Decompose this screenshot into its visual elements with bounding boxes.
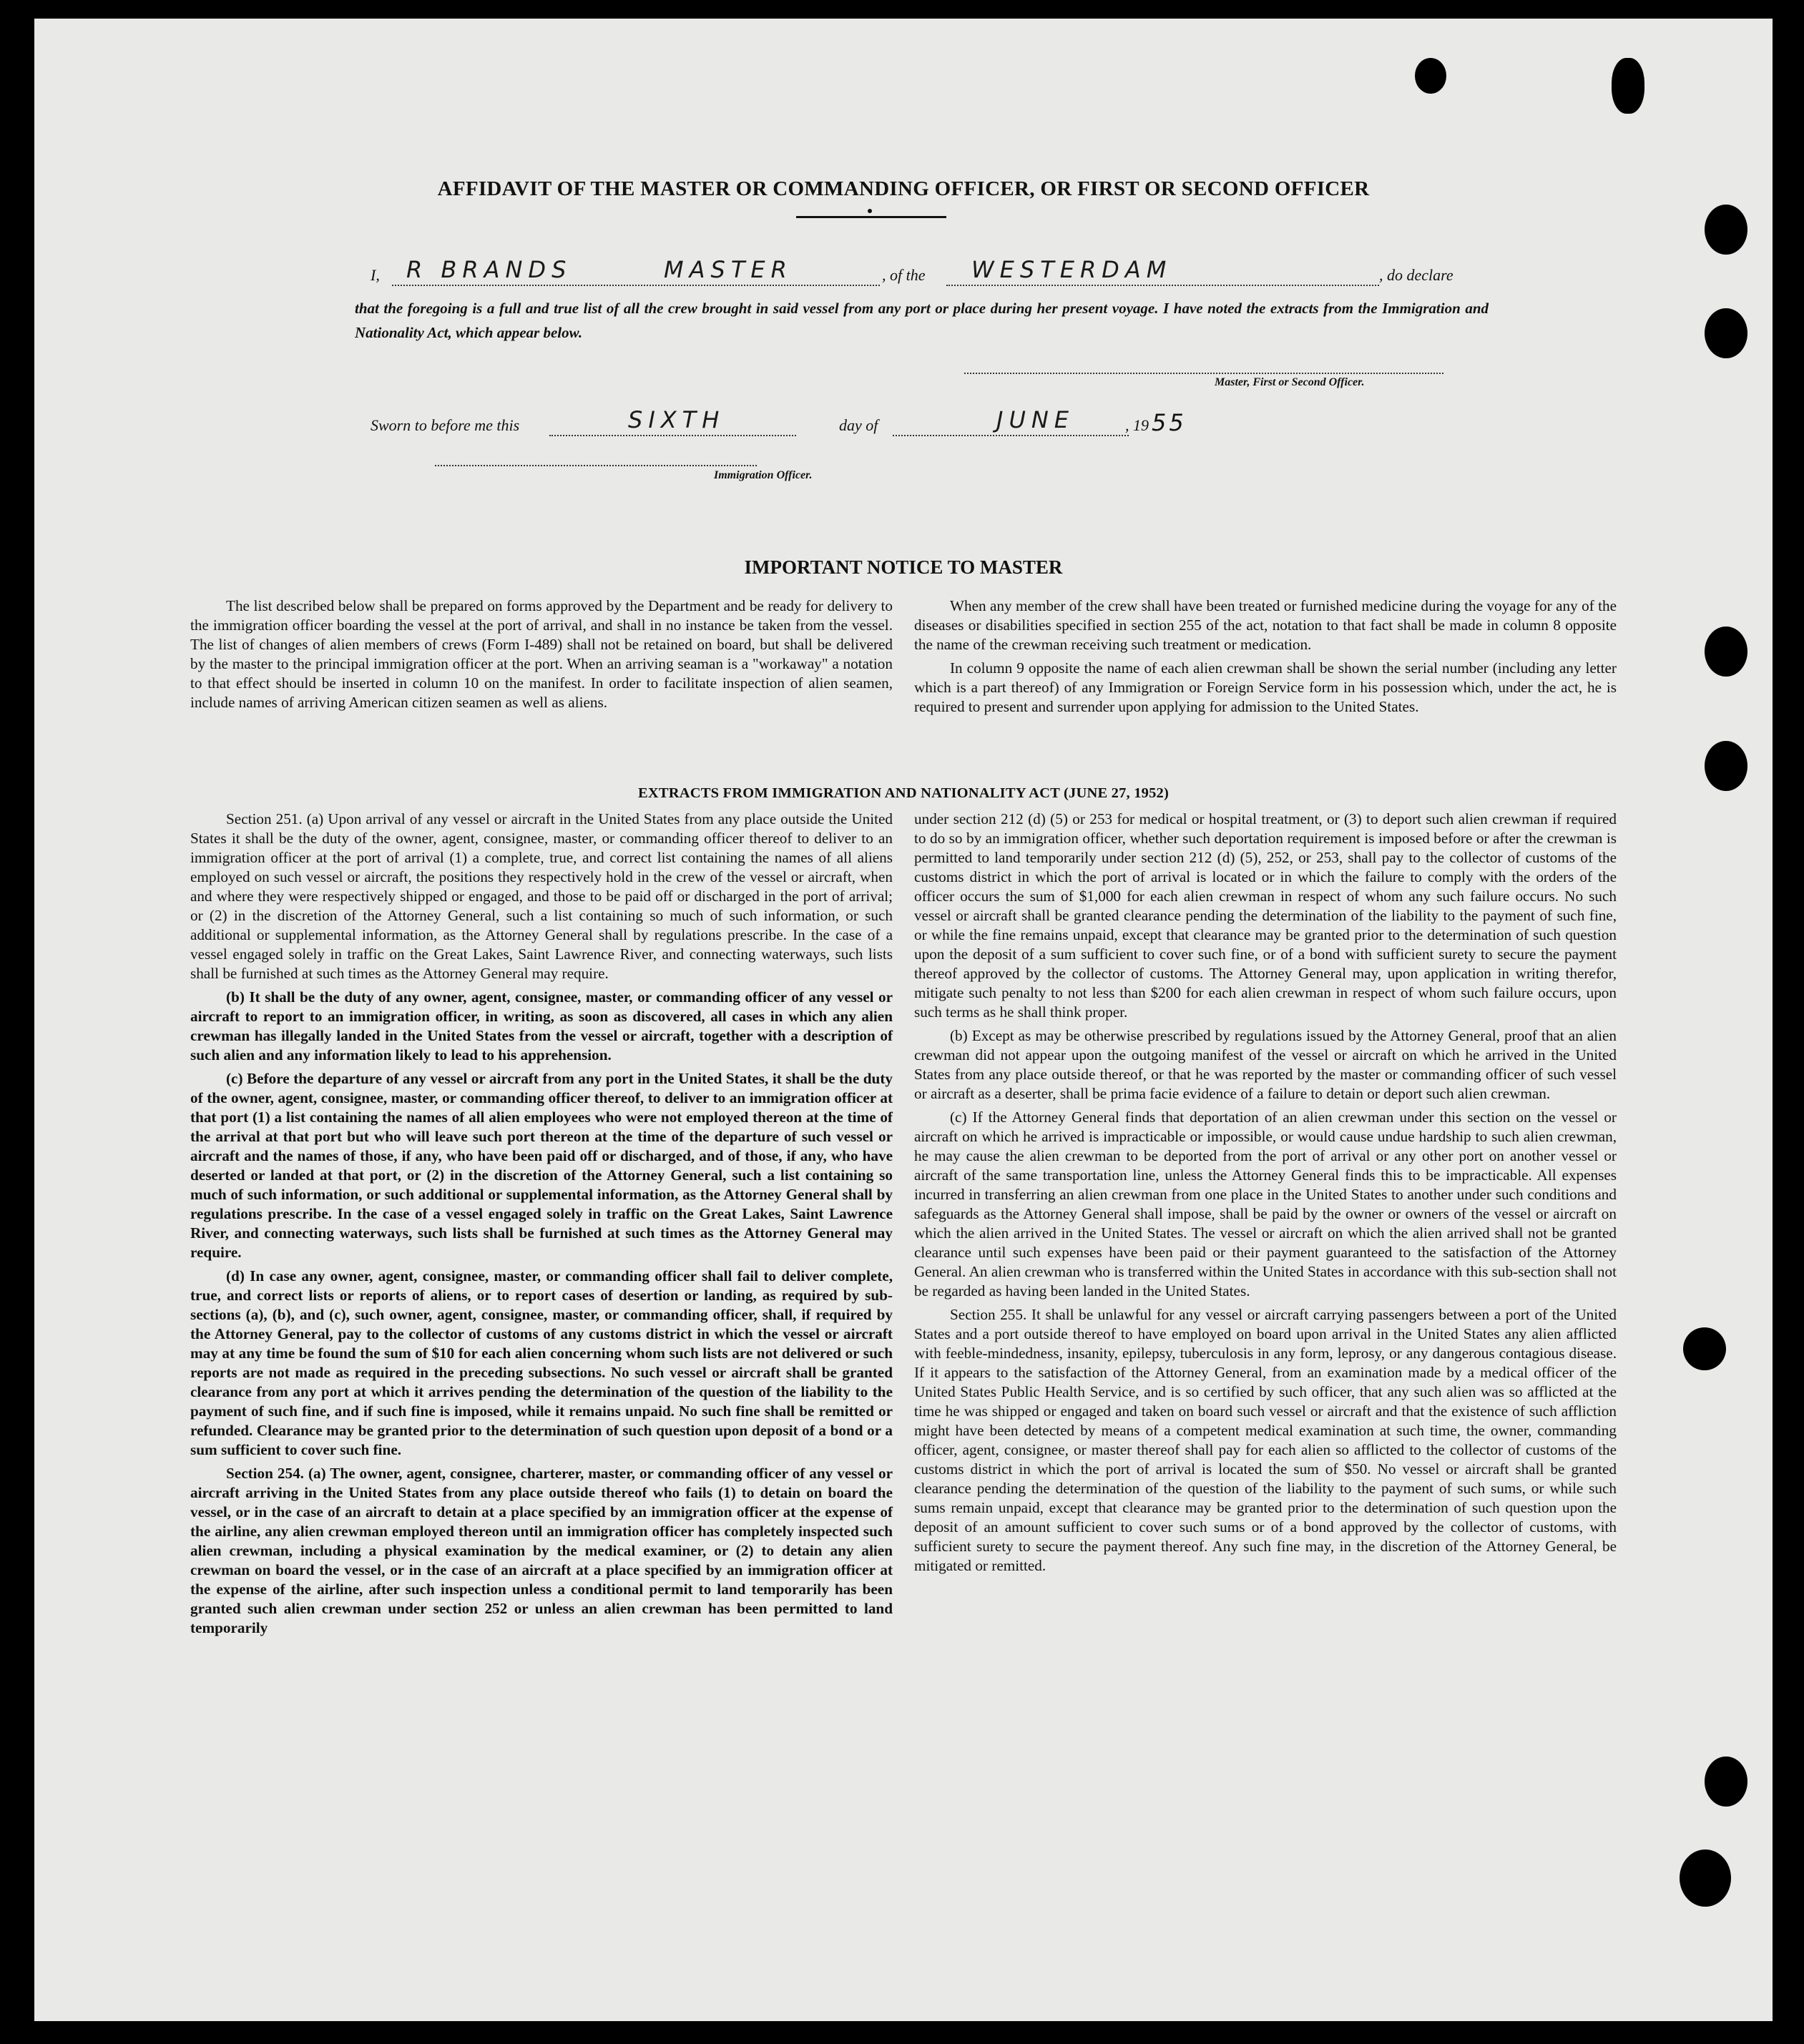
notice-title: IMPORTANT NOTICE TO MASTER: [744, 556, 1063, 578]
day-handwritten: SIXTH: [628, 406, 725, 433]
punch-hole: [1705, 741, 1747, 791]
vessel-field: [946, 256, 1379, 286]
section-251-d: (d) In case any owner, agent, consignee, master, or commanding officer shall fail to deliver complete, true, and correct lists or reports of aliens, or to report cases of desertion or landing, as required by sub-sections (a), (b), and (c), such owner, agent, consignee, master, or commanding officer, shall, if required by the Attorney General, pay to the collector of customs of any customs district in which the vessel or aircraft may at any time be found the sum of $10 for each alien concerning whom such lists are not delivered or such reports are not made as required in the preceding subsections. No such vessel or aircraft shall be granted clearance from any port at which it arrives pending the determination of the question of the liability to the payment of such fine, and if such fine is imposed, while it remains unpaid. No such fine shall be remitted or refunded. Clearance may be granted prior to the determination of such question upon deposit of a bond or a sum sufficient to cover such fine.: [190, 1267, 893, 1458]
extracts-title: EXTRACTS FROM IMMIGRATION AND NATIONALITY ACT (JUNE 27, 1952): [637, 785, 1170, 801]
section-251-b: (b) It shall be the duty of any owner, agent, consignee, master, or commanding officer of any vessel or aircraft to report to an immigration officer, in writing, as soon as discovered, all cases in which any alien crewman has illegally landed in the United States from the vessel or aircraft, together with a description of such alien and any information likely to lead to his apprehension.: [190, 988, 893, 1063]
name-field: [392, 256, 880, 286]
master-signature-line: [964, 373, 1443, 374]
section-254-a-cont: under section 212 (d) (5) or 253 for medical or hospital treatment, or (3) to deport such alien crewman if required to do so by an immigration officer, whether such deportation requirement is imposed before or after the crewman is permitted to land temporarily under section 212 (d) (5), 252, or 253, shall pay to the collector of customs of the customs district in which the port of arrival is located or in which the failure to comply with the orders of the officer occurs the sum of $1,000 for each alien crewman in respect of whom any such failure occurs. No such vessel or aircraft shall be granted clearance pending the determination of the liability to the payment of such fine, or while the fine remains unpaid, except that clearance may be granted prior to the determination of such question upon the deposit of a sum sufficient to cover such fine, or of a bond with sufficient surety to secure the payment thereof approved by the collector of customs. The Attorney General may, upon application in writing therefor, mitigate such penalty to not less than $200 for each alien crewman in respect of whom such failure occurs, upon such terms as he shall think proper.: [914, 810, 1617, 1021]
punch-hole: [1705, 205, 1747, 255]
extracts-left-column: [190, 810, 893, 1642]
vessel-handwritten: WESTERDAM: [971, 256, 1172, 283]
month-field: [893, 406, 1129, 436]
punch-hole: [1415, 58, 1446, 94]
year-handwritten: 55: [1152, 409, 1187, 436]
title-rule: [796, 216, 946, 218]
section-254-b: (b) Except as may be otherwise prescribed by regulations issued by the Attorney General, proof that an alien crewman did not appear upon the outgoing manifest of the vessel or aircraft on which he arrived in the United States from any place outside thereof, or that he was reported by the master or commanding officer of such vessel or aircraft as a deserter, shall be prima facie evidence of a failure to detain or deport such alien crewman.: [914, 1027, 1617, 1102]
punch-hole: [1705, 627, 1747, 677]
section-254-a: Section 254. (a) The owner, agent, consignee, charterer, master, or commanding officer of any vessel or aircraft arriving in the United States from any place outside thereof who fails (1) to detain on board the vessel, or in the case of an aircraft to detain at a place specified by an immigration officer at the expense of the airline, any alien crewman employed thereon until an immigration officer has completely inspected such alien crewman, including a physical examination by the medical examiner, or (2) to detain any alien crewman on board the vessel, or in the case of an aircraft at a place specified by an immigration officer at the expense of the airline, after such inspection unless a conditional permit to land temporarily has been granted such alien crewman under section 252 or unless an alien crewman has been permitted to land temporarily: [190, 1465, 893, 1636]
section-251-a: Section 251. (a) Upon arrival of any vessel or aircraft in the United States from any place outside the United States it shall be the duty of the owner, agent, consignee, master, or commanding officer thereof to deliver to an immigration officer at the port of arrival (1) a complete, true, and correct list containing the names of all aliens employed on such vessel or aircraft, the positions they respectively hold in the crew of the vessel or aircraft, when and where they were respectively shipped or engaged, and those to be paid off or discharged in the port of arrival; or (2) in the discretion of the Attorney General, such a list containing so much of such information, or such additional or supplemental information, as the Attorney General shall by regulations prescribe. In the case of a vessel engaged solely in traffic on the Great Lakes, Saint Lawrence River, and connecting waterways, such lists shall be furnished at such times as the Attorney General may require.: [190, 810, 893, 982]
notice-left-paragraph: The list described below shall be prepared on forms approved by the Department and be ready for delivery to the immigration officer boarding the vessel at the port of arrival, and shall in no instance be taken from the vessel. The list of changes of alien members of crews (Form I-489) shall not be retained on board, but shall be delivered by the master to the principal immigration officer at the port. When an arriving seaman is a "workaway" a notation to that effect should be inserted in column 10 on the manifest. In order to facilitate inspection of alien seamen, include names of arriving American citizen seamen as well as aliens.: [190, 597, 893, 711]
rank-handwritten: MASTER: [664, 256, 793, 283]
master-caption: Master, First or Second Officer.: [1215, 376, 1365, 388]
punch-hole: [1680, 1849, 1731, 1907]
of-the-label: , of the: [882, 266, 926, 284]
notice-left-column: [190, 596, 893, 717]
punch-hole: [1612, 58, 1644, 114]
name-handwritten: R BRANDS: [406, 256, 572, 283]
declaration-line: [356, 253, 1486, 289]
do-declare-label: , do declare: [1379, 266, 1454, 284]
extracts-right-column: [914, 810, 1617, 1580]
day-of-label: day of: [839, 416, 878, 434]
sworn-label: Sworn to before me this: [371, 416, 520, 434]
month-handwritten: JUNE: [996, 406, 1075, 433]
section-255: Section 255. It shall be unlawful for any vessel or aircraft carrying passengers between a port of the United States and a port outside thereof to have employed on board upon arrival in the United States any alien afflicted with feeble-mindedness, insanity, epilepsy, tuberculosis in any form, leprosy, or any dangerous contagious disease. If it appears to the satisfaction of the Attorney General, from an examination made by a medical officer of the United States Public Health Service, and is so certified by such officer, that any such alien was so afflicted at the time he was shipped or engaged and taken on board such vessel or aircraft and that the existence of such affliction might have been detected by means of a competent medical examination at such time, the owner, commanding officer, agent, consignee, or master thereof shall pay for each alien so afflicted to the collector of customs of the customs district in which the port of arrival is located the sum of $50. No vessel or aircraft shall be granted clearance pending the determination of the question of the liability to the payment of such sums, or while such sums remain unpaid, except that clearance may be granted prior to the determination of such question upon the deposit of an amount sufficient to cover such sums or of a bond approved by the collector of customs, with sufficient surety to secure the payment thereof. Any such fine may, in the discretion of the Attorney General, be mitigated or remitted.: [914, 1306, 1617, 1574]
document-page: [34, 19, 1773, 2021]
section-254-c: (c) If the Attorney General finds that deportation of an alien crewman under this section on the vessel or aircraft on which he arrived is impracticable or impossible, or would cause undue hardship to such alien crewman, he may cause the alien crewman to be deported from the port of arrival or any other port on another vessel or aircraft of the same transportation line, unless the Attorney General finds this to be impracticable. All expenses incurred in transferring an alien crewman from one place in the United States to another under such conditions and safeguards as the Attorney General shall impose, shall be paid by the owner or owners of the vessel or aircraft on which the alien arrived in the United States. The vessel or aircraft on which the alien arrived shall not be granted clearance until such expenses have been paid or their payment guaranteed to the satisfaction of the Attorney General. An alien crewman who is transferred within the United States in accordance with this sub-section shall not be regarded as having been landed in the United States.: [914, 1109, 1617, 1299]
punch-hole: [1705, 1756, 1747, 1807]
affidavit-title: AFFIDAVIT OF THE MASTER OR COMMANDING OFFICER, OR FIRST OR SECOND OFFICER: [437, 177, 1370, 200]
punch-hole: [1705, 308, 1747, 358]
notice-right-paragraph-2: In column 9 opposite the name of each alien crewman shall be shown the serial number (including any letter which is a part thereof) of any Immigration or Foreign Service form in his possession which, under the act, he is required to present and surrender upon applying for admission to the United States.: [914, 659, 1617, 715]
notice-right-column: [914, 596, 1617, 721]
declaration-text: that the foregoing is a full and true list of all the crew brought in said vessel from any port or place during her present voyage. I have noted the extracts from the Immigration and Nationality Act, which appear below.: [355, 300, 1489, 341]
title-dot: [868, 209, 872, 213]
officer-signature-line: [435, 465, 757, 466]
sworn-line: [371, 403, 1243, 439]
punch-hole: [1683, 1327, 1726, 1370]
year-prefix: , 19: [1125, 416, 1149, 434]
officer-caption: Immigration Officer.: [714, 469, 813, 481]
day-field: [549, 406, 796, 436]
notice-right-paragraph-1: When any member of the crew shall have been treated or furnished medicine during the voyage for any of the diseases or disabilities specified in section 255 of the act, notation to that fact shall be made in column 8 opposite the name of the crewman receiving such treatment or medication.: [914, 597, 1617, 653]
section-251-c: (c) Before the departure of any vessel or aircraft from any port in the United States, it shall be the duty of the owner, agent, consignee, master, or commanding officer thereof, to deliver to an immigration officer at that port (1) a list containing the names of all alien employees who were not employed thereon at the time of the arrival at that port but who will leave such port thereon at the time of the departure of such vessel or aircraft and the names of those, if any, who have been paid off or discharged, and of those, if any, who have deserted or landed at that port, or (2) in the discretion of the Attorney General, such a list containing so much of such information, or such additional or supplemental information, as the Attorney General shall by regulations prescribe. In the case of a vessel engaged solely in traffic on the Great Lakes, Saint Lawrence River, and connecting waterways, such lists shall be furnished at such times as the Attorney General may require.: [190, 1070, 893, 1261]
declaration-prefix: I,: [371, 266, 380, 284]
